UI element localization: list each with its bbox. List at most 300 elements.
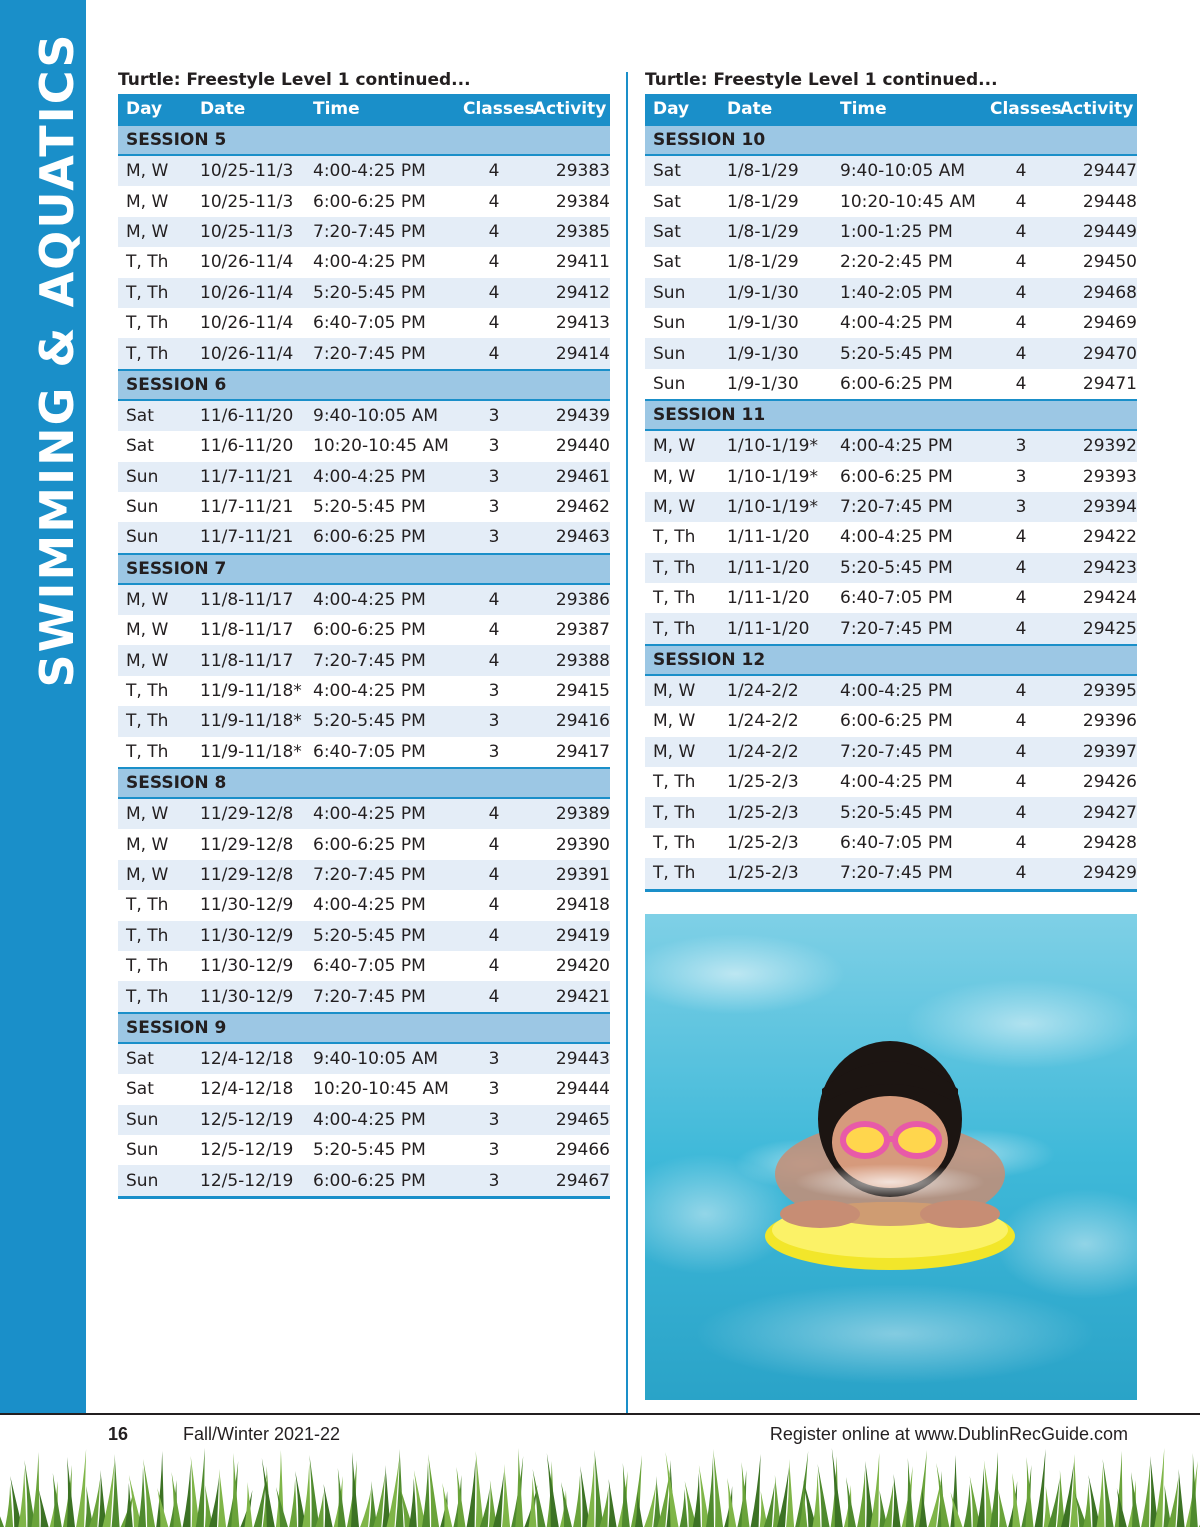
- cell-time: 7:20-7:45 PM: [305, 981, 455, 1012]
- cell-classes: 4: [455, 890, 525, 920]
- cell-day: Sat: [118, 400, 192, 431]
- session-header-row: [118, 1013, 610, 1043]
- cell-day: Sun: [118, 1165, 192, 1197]
- cell-classes: 4: [982, 858, 1052, 890]
- table-row: [645, 462, 1137, 492]
- cell-day: T, Th: [118, 737, 192, 768]
- cell-classes: 4: [982, 797, 1052, 827]
- cell-activity: 29450: [1052, 247, 1137, 277]
- cell-time: 4:00-4:25 PM: [305, 798, 455, 829]
- table-row: [118, 186, 610, 216]
- cell-classes: 4: [455, 798, 525, 829]
- header-activity: Activity #: [525, 94, 610, 125]
- cell-activity: 29392: [1052, 430, 1137, 461]
- cell-date: 11/30-12/9: [192, 951, 305, 981]
- table-row: [645, 278, 1137, 308]
- cell-day: T, Th: [118, 676, 192, 706]
- cell-activity: 29443: [525, 1043, 610, 1074]
- cell-day: T, Th: [118, 921, 192, 951]
- cell-date: 1/25-2/3: [719, 828, 832, 858]
- table-row: [118, 584, 610, 615]
- cell-time: 7:20-7:45 PM: [832, 737, 982, 767]
- cell-day: Sun: [645, 338, 719, 368]
- cell-classes: 4: [455, 278, 525, 308]
- cell-classes: 4: [455, 217, 525, 247]
- cell-date: 1/8-1/29: [719, 217, 832, 247]
- cell-day: M, W: [118, 798, 192, 829]
- cell-classes: 4: [455, 338, 525, 369]
- section-title: SWIMMING & AQUATICS: [30, 32, 84, 688]
- cell-date: 12/4-12/18: [192, 1043, 305, 1074]
- cell-date: 1/11-1/20: [719, 613, 832, 644]
- cell-activity: 29470: [1052, 338, 1137, 368]
- cell-classes: 3: [982, 492, 1052, 522]
- cell-date: 11/8-11/17: [192, 645, 305, 675]
- cell-activity: 29411: [525, 247, 610, 277]
- table-row: [118, 860, 610, 890]
- cell-classes: 4: [982, 706, 1052, 736]
- cell-day: T, Th: [118, 278, 192, 308]
- cell-day: T, Th: [118, 706, 192, 736]
- cell-classes: 3: [455, 462, 525, 492]
- photo-illustration: [645, 914, 1137, 1400]
- cell-classes: 4: [982, 217, 1052, 247]
- cell-day: M, W: [118, 829, 192, 859]
- cell-classes: 3: [455, 1074, 525, 1104]
- child-swimming-photo: [645, 914, 1137, 1400]
- cell-time: 9:40-10:05 AM: [305, 1043, 455, 1074]
- table-header-row: [118, 94, 610, 125]
- cell-time: 6:40-7:05 PM: [305, 308, 455, 338]
- cell-time: 5:20-5:45 PM: [305, 492, 455, 522]
- header-day: Day: [645, 94, 719, 125]
- cell-activity: 29469: [1052, 308, 1137, 338]
- table-row: [118, 951, 610, 981]
- table-row: [118, 155, 610, 186]
- table-row: [118, 247, 610, 277]
- cell-day: T, Th: [645, 858, 719, 890]
- cell-classes: 4: [982, 828, 1052, 858]
- cell-day: T, Th: [645, 553, 719, 583]
- cell-activity: 29461: [525, 462, 610, 492]
- cell-time: 10:20-10:45 AM: [305, 431, 455, 461]
- cell-date: 1/9-1/30: [719, 369, 832, 400]
- cell-classes: 3: [455, 1135, 525, 1165]
- session-header-row: [645, 125, 1137, 155]
- cell-activity: 29387: [525, 615, 610, 645]
- schedule-column-right: [645, 66, 1154, 892]
- cell-classes: 3: [455, 522, 525, 553]
- cell-classes: 3: [982, 430, 1052, 461]
- cell-activity: 29429: [1052, 858, 1137, 890]
- cell-activity: 29391: [525, 860, 610, 890]
- table-row: [645, 217, 1137, 247]
- cell-day: M, W: [118, 186, 192, 216]
- cell-time: 4:00-4:25 PM: [305, 155, 455, 186]
- cell-time: 7:20-7:45 PM: [832, 858, 982, 890]
- session-header-row: [118, 768, 610, 798]
- cell-date: 1/8-1/29: [719, 247, 832, 277]
- cell-classes: 3: [455, 1165, 525, 1197]
- cell-classes: 4: [455, 155, 525, 186]
- cell-time: 10:20-10:45 AM: [305, 1074, 455, 1104]
- cell-activity: 29449: [1052, 217, 1137, 247]
- cell-day: Sat: [118, 1074, 192, 1104]
- cell-time: 5:20-5:45 PM: [305, 278, 455, 308]
- session-label: SESSION 6: [118, 370, 610, 400]
- cell-day: T, Th: [645, 613, 719, 644]
- cell-date: 12/5-12/19: [192, 1135, 305, 1165]
- table-row: [645, 583, 1137, 613]
- cell-day: M, W: [645, 492, 719, 522]
- cell-day: M, W: [118, 155, 192, 186]
- cell-time: 6:00-6:25 PM: [305, 522, 455, 553]
- cell-activity: 29440: [525, 431, 610, 461]
- cell-activity: 29465: [525, 1105, 610, 1135]
- cell-date: 11/9-11/18*: [192, 737, 305, 768]
- cell-date: 11/6-11/20: [192, 431, 305, 461]
- cell-activity: 29389: [525, 798, 610, 829]
- cell-classes: 4: [455, 247, 525, 277]
- cell-classes: 4: [455, 645, 525, 675]
- cell-classes: 4: [455, 308, 525, 338]
- cell-date: 1/11-1/20: [719, 553, 832, 583]
- cell-activity: 29427: [1052, 797, 1137, 827]
- cell-time: 6:00-6:25 PM: [832, 369, 982, 400]
- cell-time: 9:40-10:05 AM: [832, 155, 982, 186]
- cell-date: 11/8-11/17: [192, 615, 305, 645]
- cell-activity: 29412: [525, 278, 610, 308]
- session-header-row: [645, 645, 1137, 675]
- cell-time: 4:00-4:25 PM: [305, 247, 455, 277]
- cell-classes: 3: [455, 492, 525, 522]
- table-row: [118, 338, 610, 369]
- cell-date: 11/30-12/9: [192, 981, 305, 1012]
- cell-activity: 29415: [525, 676, 610, 706]
- cell-date: 10/25-11/3: [192, 217, 305, 247]
- table-row: [118, 645, 610, 675]
- header-activity: Activity #: [1052, 94, 1137, 125]
- table-row: [645, 247, 1137, 277]
- cell-day: Sun: [645, 369, 719, 400]
- cell-date: 1/8-1/29: [719, 186, 832, 216]
- cell-date: 10/25-11/3: [192, 186, 305, 216]
- cell-time: 4:00-4:25 PM: [832, 308, 982, 338]
- cell-activity: 29396: [1052, 706, 1137, 736]
- cell-classes: 3: [455, 1105, 525, 1135]
- cell-day: T, Th: [645, 583, 719, 613]
- cell-time: 4:00-4:25 PM: [305, 584, 455, 615]
- cell-time: 1:40-2:05 PM: [832, 278, 982, 308]
- column-title: Turtle: Freestyle Level 1 continued...: [118, 70, 471, 90]
- table-row: [645, 369, 1137, 400]
- cell-activity: 29395: [1052, 675, 1137, 706]
- cell-day: Sun: [645, 278, 719, 308]
- cell-date: 11/7-11/21: [192, 492, 305, 522]
- cell-date: 11/29-12/8: [192, 829, 305, 859]
- cell-classes: 4: [982, 155, 1052, 186]
- cell-date: 11/29-12/8: [192, 860, 305, 890]
- grass-decoration: [0, 1448, 1200, 1527]
- cell-time: 6:00-6:25 PM: [832, 462, 982, 492]
- cell-day: Sun: [118, 462, 192, 492]
- cell-activity: 29468: [1052, 278, 1137, 308]
- table-row: [118, 217, 610, 247]
- cell-activity: 29419: [525, 921, 610, 951]
- table-row: [118, 981, 610, 1012]
- season-label: Fall/Winter 2021-22: [183, 1424, 341, 1444]
- session-label: SESSION 5: [118, 125, 610, 155]
- cell-activity: 29463: [525, 522, 610, 553]
- cell-day: M, W: [645, 675, 719, 706]
- table-row: [118, 706, 610, 736]
- cell-classes: 4: [982, 737, 1052, 767]
- session-label: SESSION 11: [645, 400, 1137, 430]
- table-row: [118, 400, 610, 431]
- cell-date: 12/5-12/19: [192, 1105, 305, 1135]
- cell-activity: 29383: [525, 155, 610, 186]
- table-row: [118, 431, 610, 461]
- cell-day: Sat: [645, 247, 719, 277]
- cell-activity: 29417: [525, 737, 610, 768]
- cell-classes: 4: [982, 522, 1052, 552]
- cell-activity: 29414: [525, 338, 610, 369]
- cell-day: M, W: [645, 737, 719, 767]
- cell-classes: 4: [982, 186, 1052, 216]
- table-row: [118, 921, 610, 951]
- cell-activity: 29466: [525, 1135, 610, 1165]
- cell-day: Sat: [645, 155, 719, 186]
- cell-day: Sun: [118, 492, 192, 522]
- cell-day: T, Th: [118, 890, 192, 920]
- table-row: [118, 278, 610, 308]
- cell-day: Sat: [118, 431, 192, 461]
- cell-classes: 4: [455, 921, 525, 951]
- table-row: [645, 706, 1137, 736]
- cell-time: 5:20-5:45 PM: [832, 553, 982, 583]
- cell-day: T, Th: [118, 981, 192, 1012]
- cell-time: 6:40-7:05 PM: [305, 951, 455, 981]
- cell-activity: 29423: [1052, 553, 1137, 583]
- cell-activity: 29413: [525, 308, 610, 338]
- table-row: [118, 1105, 610, 1135]
- table-row: [118, 737, 610, 768]
- cell-date: 1/24-2/2: [719, 706, 832, 736]
- cell-date: 11/30-12/9: [192, 921, 305, 951]
- cell-date: 11/9-11/18*: [192, 706, 305, 736]
- session-label: SESSION 8: [118, 768, 610, 798]
- cell-time: 5:20-5:45 PM: [832, 797, 982, 827]
- cell-time: 4:00-4:25 PM: [305, 890, 455, 920]
- table-row: [645, 828, 1137, 858]
- header-time: Time: [305, 94, 455, 125]
- cell-time: 6:00-6:25 PM: [305, 1165, 455, 1197]
- schedule-table: [645, 94, 1154, 892]
- cell-date: 1/11-1/20: [719, 522, 832, 552]
- cell-date: 11/7-11/21: [192, 462, 305, 492]
- table-row: [645, 492, 1137, 522]
- table-row: [118, 1074, 610, 1104]
- table-row: [645, 186, 1137, 216]
- cell-activity: 29388: [525, 645, 610, 675]
- session-header-row: [118, 370, 610, 400]
- cell-date: 1/9-1/30: [719, 338, 832, 368]
- cell-day: Sun: [645, 308, 719, 338]
- cell-date: 12/4-12/18: [192, 1074, 305, 1104]
- cell-date: 1/24-2/2: [719, 737, 832, 767]
- cell-day: Sun: [118, 522, 192, 553]
- cell-classes: 4: [982, 308, 1052, 338]
- cell-date: 10/25-11/3: [192, 155, 305, 186]
- cell-day: M, W: [118, 645, 192, 675]
- cell-time: 4:00-4:25 PM: [305, 1105, 455, 1135]
- cell-day: T, Th: [118, 951, 192, 981]
- footer-rule: [0, 1413, 1200, 1415]
- table-row: [645, 675, 1137, 706]
- cell-time: 6:40-7:05 PM: [305, 737, 455, 768]
- cell-date: 10/26-11/4: [192, 338, 305, 369]
- cell-day: T, Th: [645, 767, 719, 797]
- cell-day: Sat: [645, 186, 719, 216]
- table-row: [645, 522, 1137, 552]
- cell-date: 11/9-11/18*: [192, 676, 305, 706]
- cell-activity: 29421: [525, 981, 610, 1012]
- cell-activity: 29418: [525, 890, 610, 920]
- table-row: [118, 890, 610, 920]
- cell-activity: 29439: [525, 400, 610, 431]
- cell-time: 10:20-10:45 AM: [832, 186, 982, 216]
- cell-date: 1/25-2/3: [719, 797, 832, 827]
- cell-time: 4:00-4:25 PM: [832, 767, 982, 797]
- cell-activity: 29425: [1052, 613, 1137, 644]
- cell-day: M, W: [645, 430, 719, 461]
- cell-day: Sun: [118, 1135, 192, 1165]
- table-row: [645, 767, 1137, 797]
- cell-day: M, W: [645, 706, 719, 736]
- session-label: SESSION 10: [645, 125, 1137, 155]
- cell-date: 1/10-1/19*: [719, 462, 832, 492]
- session-label: SESSION 9: [118, 1013, 610, 1043]
- cell-day: M, W: [118, 217, 192, 247]
- cell-activity: 29447: [1052, 155, 1137, 186]
- cell-time: 5:20-5:45 PM: [832, 338, 982, 368]
- cell-date: 1/8-1/29: [719, 155, 832, 186]
- cell-date: 11/30-12/9: [192, 890, 305, 920]
- cell-date: 11/6-11/20: [192, 400, 305, 431]
- cell-activity: 29444: [525, 1074, 610, 1104]
- cell-time: 4:00-4:25 PM: [305, 676, 455, 706]
- header-classes: Classes: [982, 94, 1052, 125]
- cell-classes: 3: [455, 400, 525, 431]
- cell-date: 10/26-11/4: [192, 308, 305, 338]
- cell-time: 5:20-5:45 PM: [305, 1135, 455, 1165]
- cell-classes: 3: [455, 737, 525, 768]
- header-classes: Classes: [455, 94, 525, 125]
- cell-classes: 4: [455, 829, 525, 859]
- cell-date: 1/24-2/2: [719, 675, 832, 706]
- table-row: [645, 155, 1137, 186]
- cell-time: 6:40-7:05 PM: [832, 828, 982, 858]
- cell-activity: 29420: [525, 951, 610, 981]
- table-row: [645, 858, 1137, 890]
- cell-time: 7:20-7:45 PM: [305, 645, 455, 675]
- cell-classes: 4: [982, 613, 1052, 644]
- cell-time: 6:00-6:25 PM: [305, 615, 455, 645]
- cell-activity: 29416: [525, 706, 610, 736]
- table-row: [118, 308, 610, 338]
- cell-classes: 3: [455, 706, 525, 736]
- cell-time: 7:20-7:45 PM: [832, 492, 982, 522]
- table-row: [645, 737, 1137, 767]
- table-row: [118, 798, 610, 829]
- cell-classes: 4: [982, 583, 1052, 613]
- cell-date: 11/8-11/17: [192, 584, 305, 615]
- cell-classes: 4: [982, 278, 1052, 308]
- table-row: [118, 615, 610, 645]
- header-date: Date: [192, 94, 305, 125]
- cell-activity: 29462: [525, 492, 610, 522]
- cell-date: 1/25-2/3: [719, 767, 832, 797]
- table-row: [645, 430, 1137, 461]
- cell-date: 1/10-1/19*: [719, 492, 832, 522]
- session-header-row: [645, 400, 1137, 430]
- cell-time: 4:00-4:25 PM: [832, 430, 982, 461]
- page-number: 16: [108, 1424, 129, 1444]
- cell-day: M, W: [118, 615, 192, 645]
- cell-day: Sun: [118, 1105, 192, 1135]
- cell-day: Sat: [118, 1043, 192, 1074]
- cell-classes: 4: [982, 247, 1052, 277]
- cell-day: T, Th: [118, 338, 192, 369]
- schedule-column-left: [118, 66, 627, 1199]
- table-row: [645, 797, 1137, 827]
- cell-activity: 29386: [525, 584, 610, 615]
- cell-time: 6:00-6:25 PM: [305, 186, 455, 216]
- cell-day: T, Th: [118, 308, 192, 338]
- cell-activity: 29390: [525, 829, 610, 859]
- session-header-row: [118, 554, 610, 584]
- cell-time: 4:00-4:25 PM: [832, 522, 982, 552]
- cell-date: 10/26-11/4: [192, 247, 305, 277]
- cell-activity: 29426: [1052, 767, 1137, 797]
- cell-activity: 29471: [1052, 369, 1137, 400]
- cell-date: 1/10-1/19*: [719, 430, 832, 461]
- cell-day: M, W: [645, 462, 719, 492]
- cell-day: T, Th: [645, 522, 719, 552]
- cell-time: 2:20-2:45 PM: [832, 247, 982, 277]
- cell-day: T, Th: [645, 797, 719, 827]
- cell-time: 7:20-7:45 PM: [305, 860, 455, 890]
- header-date: Date: [719, 94, 832, 125]
- cell-classes: 4: [982, 369, 1052, 400]
- cell-time: 7:20-7:45 PM: [832, 613, 982, 644]
- cell-date: 1/25-2/3: [719, 858, 832, 890]
- cell-time: 4:00-4:25 PM: [832, 675, 982, 706]
- table-row: [118, 492, 610, 522]
- cell-time: 1:00-1:25 PM: [832, 217, 982, 247]
- column-title: Turtle: Freestyle Level 1 continued...: [645, 70, 998, 90]
- cell-activity: 29424: [1052, 583, 1137, 613]
- cell-classes: 4: [982, 553, 1052, 583]
- table-row: [118, 829, 610, 859]
- cell-activity: 29467: [525, 1165, 610, 1197]
- cell-classes: 3: [982, 462, 1052, 492]
- cell-activity: 29448: [1052, 186, 1137, 216]
- cell-activity: 29422: [1052, 522, 1137, 552]
- cell-classes: 4: [982, 338, 1052, 368]
- table-row: [118, 462, 610, 492]
- session-label: SESSION 7: [118, 554, 610, 584]
